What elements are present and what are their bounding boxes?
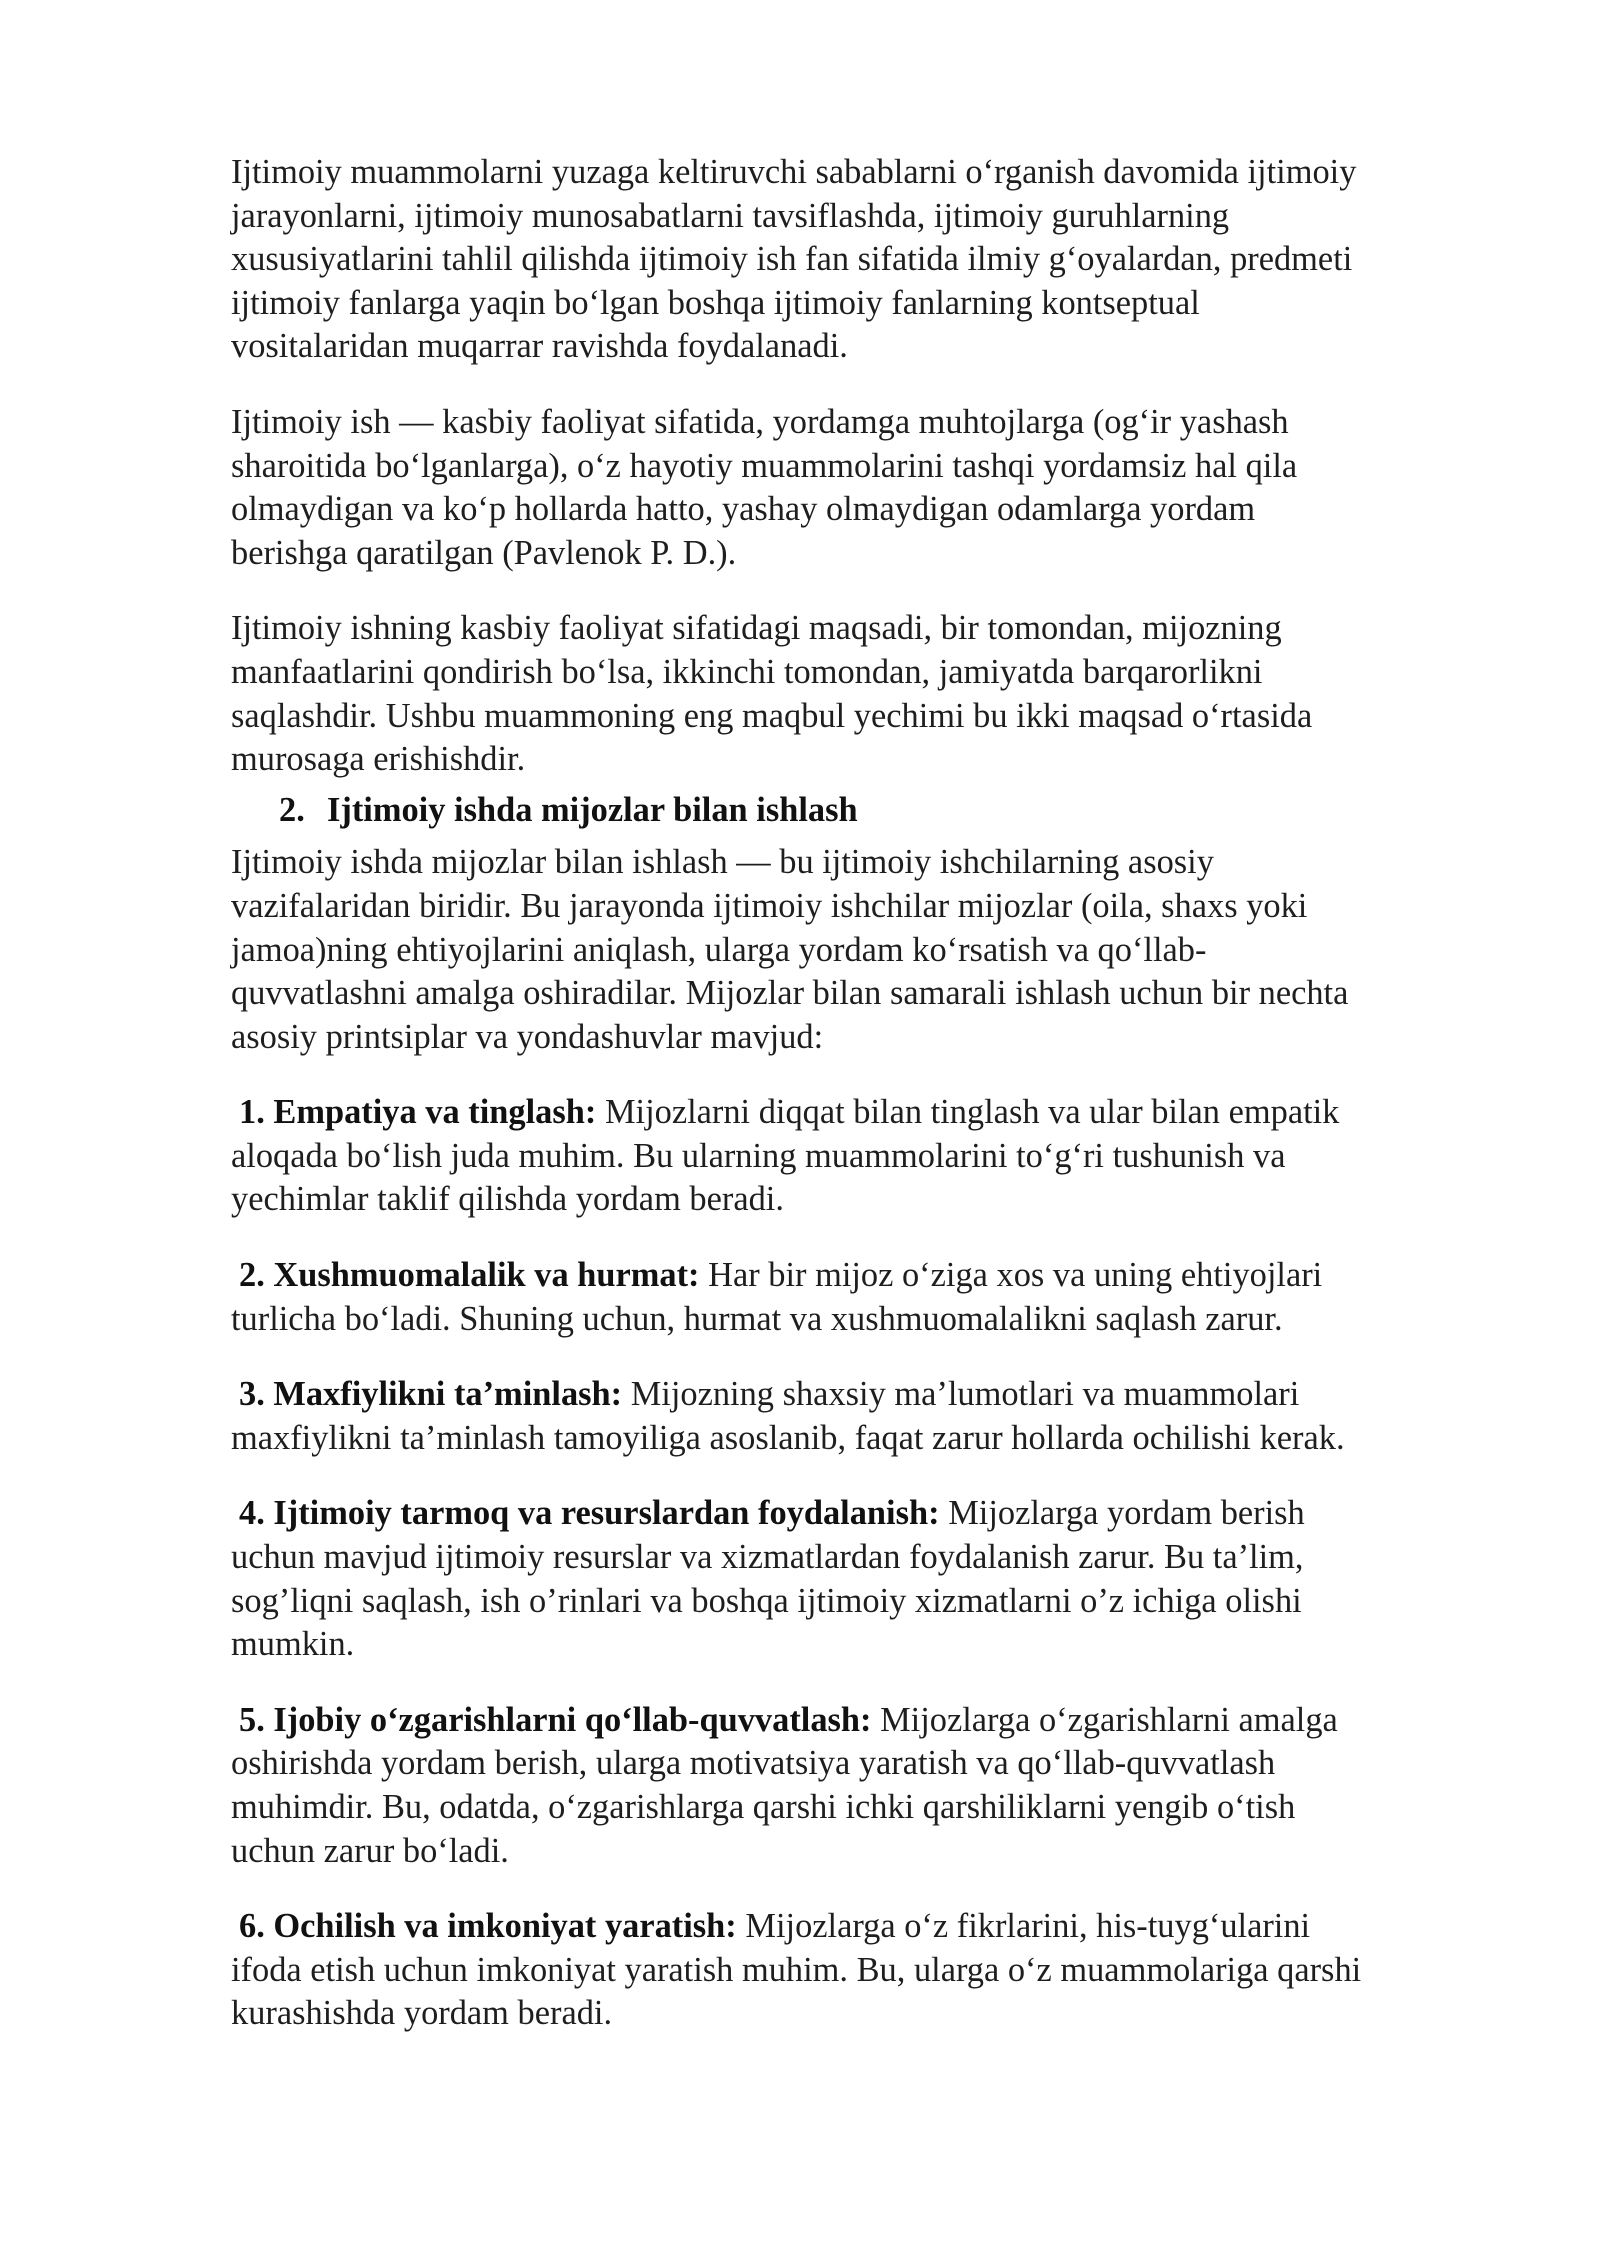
text-line: Mijozlarni diqqat bilan tinglash va ular bilan empatik: [604, 1093, 1340, 1132]
text-line: ifoda etish uchun imkoniyat yaratish muhim. Bu, ularga o‘z muammolariga qarshi: [231, 1950, 1362, 1989]
paragraph-goal: [231, 607, 1531, 781]
principle-title: 2. Xushmuomalalik va hurmat:: [239, 1256, 700, 1295]
paragraph-intro: [231, 841, 1531, 1059]
text-line: quvvatlashni amalga oshiradilar. Mijozlar bilan samarali ishlash uchun bir nechta: [231, 974, 1349, 1013]
principle-title: 6. Ochilish va imkoniyat yaratish:: [239, 1907, 737, 1946]
text-line: jamoa)ning ehtiyojlarini aniqlash, ularga yordam ko‘rsatish va qo‘llab-: [231, 930, 1207, 969]
principle-item: [231, 1254, 1531, 1341]
text-line: xususiyatlarini tahlil qilishda ijtimoiy ish fan sifatida ilmiy g‘oyalardan, predmeti: [231, 240, 1353, 279]
paragraph-definition: [231, 401, 1531, 575]
principle-title: 4. Ijtimoiy tarmoq va resurslardan foydalanish:: [239, 1494, 940, 1533]
principle-item: [231, 1492, 1531, 1666]
text-line: yechimlar taklif qilishda yordam beradi.: [231, 1180, 784, 1219]
principle-item: [231, 1699, 1531, 1873]
principle-title: 1. Empatiya va tinglash:: [239, 1093, 597, 1132]
section-heading: [279, 789, 1531, 833]
text-line: sog’liqni saqlash, ish o’rinlari va boshqa ijtimoiy xizmatlarni o’z ichiga olishi: [231, 1581, 1302, 1620]
text-line: jarayonlarni, ijtimoiy munosabatlarni tavsiflashda, ijtimoiy guruhlarning: [231, 196, 1230, 235]
section-title: Ijtimoiy ishda mijozlar bilan ishlash: [327, 790, 858, 829]
text-line: sharoitida bo‘lganlarga), o‘z hayotiy muammolarini tashqi yordamsiz hal qila: [231, 446, 1298, 485]
paragraph-causes: [231, 151, 1531, 369]
text-line: vositalaridan muqarrar ravishda foydalanadi.: [231, 327, 848, 366]
text-line: muhimdir. Bu, odatda, o‘zgarishlarga qarshi ichki qarshiliklarni yengib o‘tish: [231, 1788, 1296, 1826]
text-line: Ijtimoiy ishda mijozlar bilan ishlash — bu ijtimoiy ishchilarning asosiy: [231, 843, 1214, 882]
text-line: manfaatlarini qondirish bo‘lsa, ikkinchi tomondan, jamiyatda barqarorlikni: [231, 652, 1263, 691]
text-line: Har bir mijoz o‘ziga xos va uning ehtiyojlari: [708, 1256, 1323, 1295]
text-line: olmaydigan va ko‘p hollarda hatto, yashay olmaydigan odamlarga yordam: [231, 490, 1256, 529]
principle-item: [231, 1373, 1531, 1460]
text-line: uchun mavjud ijtimoiy resurslar va xizmatlardan foydalanish zarur. Bu ta’lim,: [231, 1538, 1304, 1577]
text-line: vazifalaridan biridir. Bu jarayonda ijtimoiy ishchilar mijozlar (oila, shaxs yoki: [231, 886, 1308, 925]
text-line: uchun zarur bo‘ladi.: [231, 1831, 509, 1870]
principle-title: 5. Ijobiy o‘zgarishlarni qo‘llab-quvvatlash:: [239, 1700, 872, 1739]
text-line: saqlashdir. Ushbu muammoning eng maqbul yechimi bu ikki maqsad o‘rtasida: [231, 696, 1313, 735]
text-line: Mijozlarga yordam berish: [948, 1494, 1305, 1533]
principle-item: [231, 1091, 1531, 1222]
text-line: oshirishda yordam berish, ularga motivatsiya yaratish va qo‘llab-quvvatlash: [231, 1744, 1276, 1783]
text-line: murosaga erishishdir.: [231, 740, 526, 779]
text-line: mumkin.: [231, 1625, 355, 1664]
text-line: Ijtimoiy ishning kasbiy faoliyat sifatidagi maqsadi, bir tomondan, mijozning: [231, 609, 1282, 648]
text-line: kurashishda yordam beradi.: [231, 1994, 613, 2033]
text-line: Mijozlarga o‘z fikrlarini, his-tuyg‘ularini: [745, 1907, 1311, 1946]
text-line: aloqada bo‘lish juda muhim. Bu ularning muammolarini to‘g‘ri tushunish va: [231, 1136, 1286, 1175]
text-line: Ijtimoiy ish — kasbiy faoliyat sifatida, yordamga muhtojlarga (og‘ir yashash: [231, 402, 1289, 441]
principle-title: 3. Maxfiylikni ta’minlash:: [239, 1375, 623, 1414]
text-line: turlicha bo‘ladi. Shuning uchun, hurmat va xushmuomalalikni saqlash zarur.: [231, 1299, 1283, 1338]
document-page: [231, 151, 1531, 2068]
text-line: Mijozlarga o‘zgarishlarni amalga: [880, 1700, 1338, 1739]
text-line: berishga qaratilgan (Pavlenok P. D.).: [231, 533, 737, 572]
text-line: asosiy printsiplar va yondashuvlar mavjud:: [231, 1017, 824, 1056]
principle-item: [231, 1905, 1531, 2036]
text-line: Mijozning shaxsiy ma’lumotlari va muammolari: [630, 1375, 1300, 1414]
text-line: maxfiylikni ta’minlash tamoyiliga asoslanib, faqat zarur hollarda ochilishi kerak.: [231, 1418, 1345, 1457]
section-number: 2.: [279, 790, 305, 829]
text-line: Ijtimoiy muammolarni yuzaga keltiruvchi sabablarni o‘rganish davomida ijtimoiy: [231, 153, 1357, 191]
text-line: ijtimoiy fanlarga yaqin bo‘lgan boshqa ijtimoiy fanlarning kontseptual: [231, 283, 1200, 322]
